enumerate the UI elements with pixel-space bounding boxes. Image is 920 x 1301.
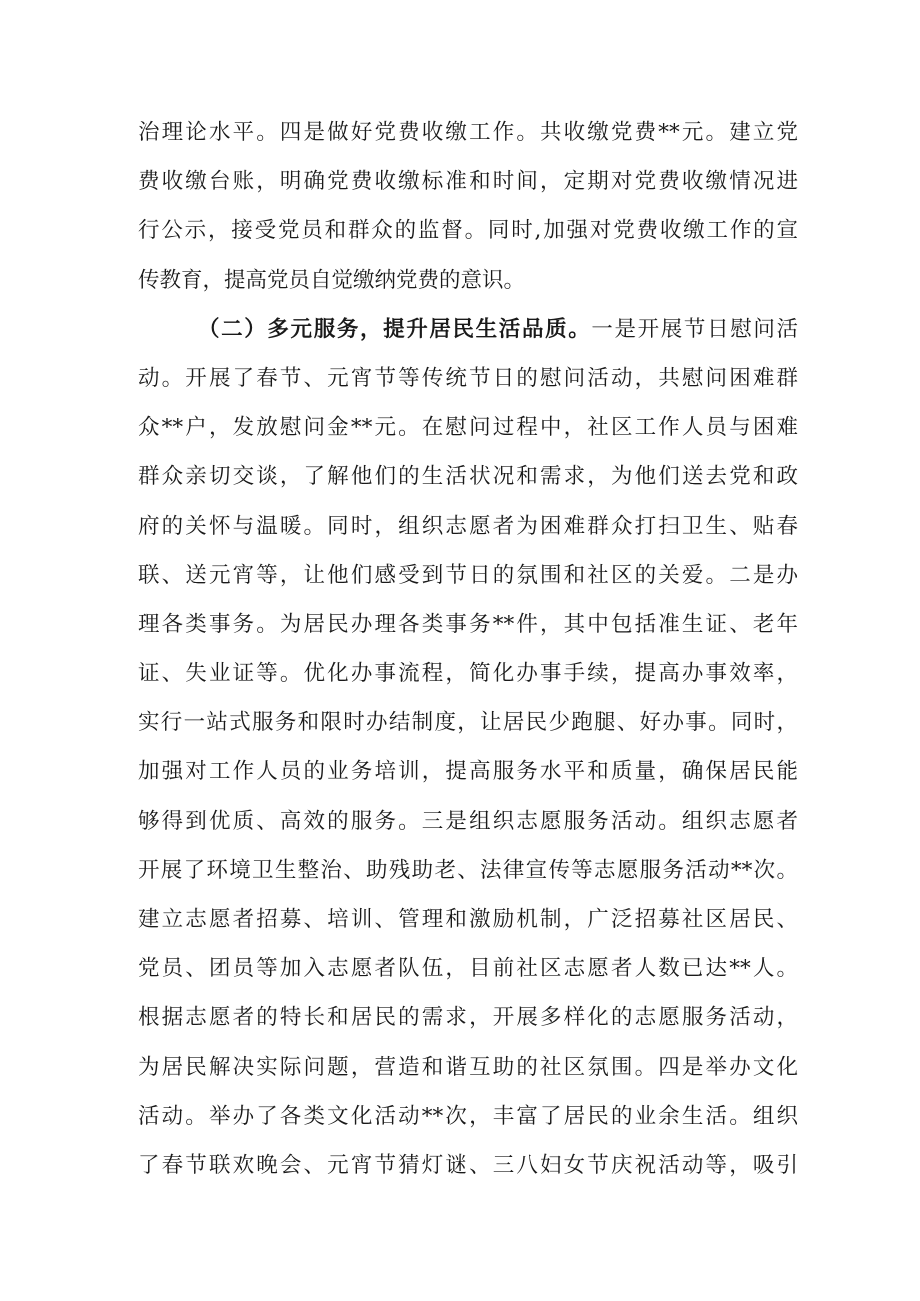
text-line-20: 为居民解决实际问题，营造和谐互助的社区氛围。四是举办文化	[138, 1054, 798, 1080]
text-line-2: 费收缴台账，明确党费收缴标准和时间，定期对党费收缴情况进	[138, 169, 798, 195]
text-line-7: 众**户，发放慰问金**元。在慰问过程中，社区工作人员与困难	[138, 415, 798, 441]
text-line-15: 够得到优质、高效的服务。三是组织志愿服务活动。组织志愿者	[138, 808, 798, 834]
text-line-1: 治理论水平。四是做好党费收缴工作。共收缴党费**元。建立党	[138, 120, 798, 145]
text-line-22: 了春节联欢晚会、元宵节猜灯谜、三八妇女节庆祝活动等，吸引	[138, 1152, 798, 1178]
text-line-19: 根据志愿者的特长和居民的需求，开展多样化的志愿服务活动，	[138, 1005, 798, 1031]
text-line-9: 府的关怀与温暖。同时，组织志愿者为困难群众打扫卫生、贴春	[138, 513, 798, 539]
text-line-4: 传教育，提高党员自觉缴纳党费的意识。	[138, 267, 526, 293]
text-line-16: 开展了环境卫生整治、助残助老、法律宣传等志愿服务活动**次。	[138, 857, 798, 883]
section-heading: （二）多元服务，提升居民生活品质。	[198, 316, 592, 342]
text-line-17: 建立志愿者招募、培训、管理和激励机制，广泛招募社区居民、	[138, 907, 798, 932]
text-line-11: 理各类事务。为居民办理各类事务**件，其中包括准生证、老年	[138, 611, 798, 637]
text-line-10: 联、送元宵等，让他们感受到节日的氛围和社区的关爱。二是办	[138, 562, 798, 588]
text-line-18: 党员、团员等加入志愿者队伍，目前社区志愿者人数已达**人。	[138, 956, 798, 982]
section-heading-rest: 一是开展节日慰问活	[591, 316, 798, 342]
text-line-3: 行公示，接受党员和群众的监督。同时,加强对党费收缴工作的宣	[138, 218, 798, 244]
text-line-12: 证、失业证等。优化办事流程，简化办事手续，提高办事效率，	[138, 661, 798, 687]
text-line-13: 实行一站式服务和限时办结制度，让居民少跑腿、好办事。同时，	[138, 710, 798, 736]
body-text	[138, 108, 798, 1190]
text-line-21: 活动。举办了各类文化活动**次，丰富了居民的业余生活。组织	[138, 1103, 798, 1129]
text-line-8: 群众亲切交谈，了解他们的生活状况和需求，为他们送去党和政	[138, 464, 798, 490]
text-line-14: 加强对工作人员的业务培训，提高服务水平和质量，确保居民能	[138, 759, 798, 785]
section-heading-line	[138, 305, 798, 354]
text-line-6: 动。开展了春节、元宵节等传统节日的慰问活动，共慰问困难群	[138, 365, 798, 391]
